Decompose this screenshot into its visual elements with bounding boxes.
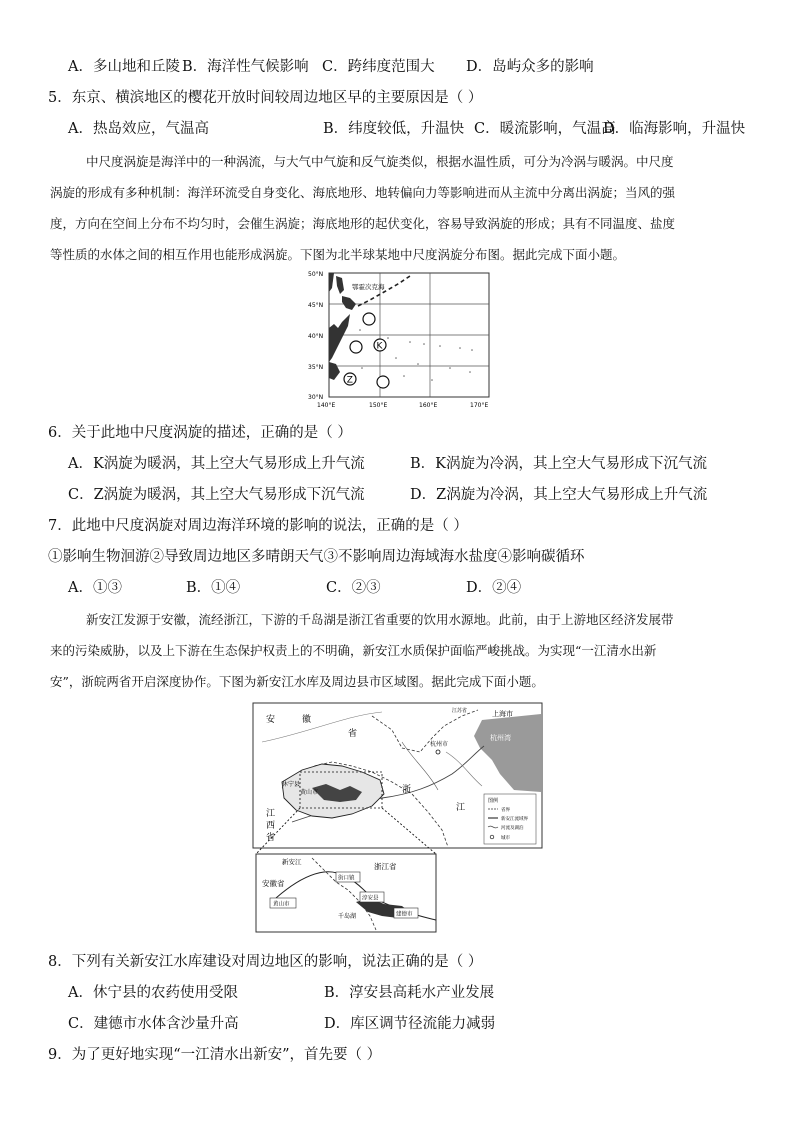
passage-xinanjiang-line-1: 新安江发源于安徽，流经浙江，下游的千岛湖是浙江省重要的饮用水源地。此前，由于上游地区经济发展带 bbox=[86, 612, 674, 627]
label-jiangsu: 江苏省 bbox=[452, 708, 468, 714]
xinanjiang-map bbox=[252, 702, 544, 934]
lat-label-40: 40°N bbox=[308, 333, 324, 340]
passage-eddy-line-1: 中尺度涡旋是海洋中的一种涡流，与大气中气旋和反气旋类似，根据水温性质，可分为冷涡与暖涡。中尺度 bbox=[86, 154, 674, 169]
q7-items: ①影响生物洄游②导致周边地区多晴朗天气③不影响周边海域海水盐度④影响碳循环 bbox=[48, 549, 585, 565]
inset-label-huangshan: 黄山市 bbox=[273, 901, 290, 908]
lon-label-170: 170°E bbox=[470, 402, 489, 409]
q7-option-b: B．①④ bbox=[186, 580, 241, 596]
q6-stem: 6．关于此地中尺度涡旋的描述，正确的是（ ） bbox=[48, 425, 352, 441]
label-anhui-2: 徽 bbox=[302, 715, 312, 725]
q5-option-a: A．热岛效应，气温高 bbox=[68, 121, 209, 137]
q7-option-d: D．②④ bbox=[466, 580, 522, 596]
label-anhui-1: 安 bbox=[266, 715, 276, 725]
passage-eddy bbox=[50, 146, 748, 270]
label-anhui-3: 省 bbox=[348, 729, 358, 739]
label-xiuning: 休宁县 bbox=[282, 781, 301, 788]
label-hangzhou: 杭州市 bbox=[430, 741, 449, 748]
label-huangshan-small: 黄山市 bbox=[300, 789, 319, 796]
lon-label-150: 150°E bbox=[369, 402, 388, 409]
eddy-k-label: K bbox=[376, 341, 383, 352]
lon-label-160: 160°E bbox=[419, 402, 438, 409]
q6-option-b: B．K涡旋为冷涡，其上空大气易形成下沉气流 bbox=[410, 456, 707, 472]
q4-option-a: A．多山地和丘陵 bbox=[68, 59, 180, 75]
lat-label-45: 45°N bbox=[308, 302, 324, 309]
q7-option-a: A．①③ bbox=[68, 580, 122, 596]
passage-xinanjiang-line-2: 来的污染威胁，以及上下游在生态保护权责上的不明确，新安江水质保护面临严峻挑战。为实现“一江清水出新 bbox=[50, 643, 657, 658]
label-zhe: 浙 bbox=[402, 785, 412, 795]
inset-label-chunan: 淳安县 bbox=[362, 895, 379, 902]
inset-label-jiande: 建德市 bbox=[396, 911, 413, 918]
q7-stem: 7．此地中尺度涡旋对周边海洋环境的影响的说法，正确的是（ ） bbox=[48, 518, 468, 534]
q8-option-d: D．库区调节径流能力减弱 bbox=[324, 1016, 496, 1032]
q5-option-d: D．临海影响，升温快 bbox=[603, 121, 746, 137]
eddy-circle-2 bbox=[350, 341, 362, 353]
q9-stem: 9．为了更好地实现“一江清水出新安”，首先要（ ） bbox=[48, 1047, 382, 1063]
label-jiangxi-1: 江 bbox=[266, 809, 276, 819]
legend-title: 图例 bbox=[488, 798, 499, 804]
eddy-circle-1 bbox=[363, 313, 375, 325]
legend-item-1: 省界 bbox=[501, 808, 510, 813]
passage-eddy-line-4: 等性质的水体之间的相互作用也能形成涡旋。下图为北半球某地中尺度涡旋分布图。据此完成下面小题。 bbox=[50, 247, 626, 262]
q7-option-c: C．②③ bbox=[326, 580, 381, 596]
q6-option-c: C．Z涡旋为暖涡，其上空大气易形成下沉气流 bbox=[68, 487, 365, 503]
q5-stem: 5．东京、横滨地区的樱花开放时间较周边地区早的主要原因是（ ） bbox=[48, 90, 483, 106]
q4-option-b: B．海洋性气候影响 bbox=[182, 59, 309, 75]
lat-label-50: 50°N bbox=[308, 271, 324, 278]
label-jiangxi-3: 省 bbox=[266, 833, 276, 843]
q8-option-a: A．休宁县的农药使用受限 bbox=[68, 985, 238, 1001]
label-jiang: 江 bbox=[456, 803, 466, 813]
inset-label-xinkou: 街口镇 bbox=[338, 875, 355, 882]
eddy-z-label: Z bbox=[346, 375, 353, 386]
passage-eddy-line-2: 涡旋的形成有多种机制：海洋环流受自身变化、海底地形、地转偏向力等影响进而从主流中分离出涡旋；当风的强 bbox=[50, 185, 676, 200]
passage-eddy-line-3: 度，方向在空间上分布不均匀时，会催生涡旋；海底地形的起伏变化，容易导致涡旋的形成；具有不同温度、盐度 bbox=[50, 216, 676, 231]
inset-label-anhui: 安徽省 bbox=[262, 879, 285, 888]
okhotsk-sea-label: 鄂霍次克海 bbox=[352, 283, 385, 291]
lat-label-30: 30°N bbox=[308, 394, 324, 401]
q8-option-b: B．淳安县高耗水产业发展 bbox=[324, 985, 495, 1001]
lat-label-35: 35°N bbox=[308, 364, 324, 371]
passage-xinanjiang-line-3: 安”，浙皖两省开启深度协作。下图为新安江水库及周边县市区域图。据此完成下面小题。 bbox=[50, 674, 544, 689]
q6-option-a: A．K涡旋为暖涡，其上空大气易形成上升气流 bbox=[68, 456, 365, 472]
q8-stem: 8．下列有关新安江水库建设对周边地区的影响，说法正确的是（ ） bbox=[48, 954, 483, 970]
lon-label-140: 140°E bbox=[317, 402, 336, 409]
inset-label-qiandaohu: 千岛湖 bbox=[338, 913, 357, 920]
label-shanghai: 上海市 bbox=[492, 710, 513, 718]
legend-item-4: 城市 bbox=[501, 836, 510, 841]
q8-option-c: C．建德市水体含沙量升高 bbox=[68, 1016, 239, 1032]
passage-xinanjiang bbox=[50, 604, 748, 697]
inset-label-xinanjiang: 新安江 bbox=[282, 858, 302, 866]
label-jiangxi-2: 西 bbox=[266, 821, 276, 831]
label-hangzhouwan: 杭州湾 bbox=[490, 734, 511, 742]
q5-option-b: B．纬度较低，升温快 bbox=[323, 121, 465, 137]
q4-option-c: C．跨纬度范围大 bbox=[322, 59, 435, 75]
q6-option-d: D．Z涡旋为冷涡，其上空大气易形成上升气流 bbox=[410, 487, 708, 503]
legend-item-2: 新安江流域界 bbox=[501, 817, 528, 822]
eddy-map bbox=[300, 268, 500, 410]
eddy-circle-5 bbox=[377, 376, 389, 388]
inset-label-zhejiang: 浙江省 bbox=[374, 862, 397, 871]
q5-option-c: C．暖流影响，气温高 bbox=[474, 121, 616, 137]
legend-item-3: 河流及湖泊 bbox=[501, 826, 524, 831]
q4-option-d: D．岛屿众多的影响 bbox=[466, 59, 594, 75]
